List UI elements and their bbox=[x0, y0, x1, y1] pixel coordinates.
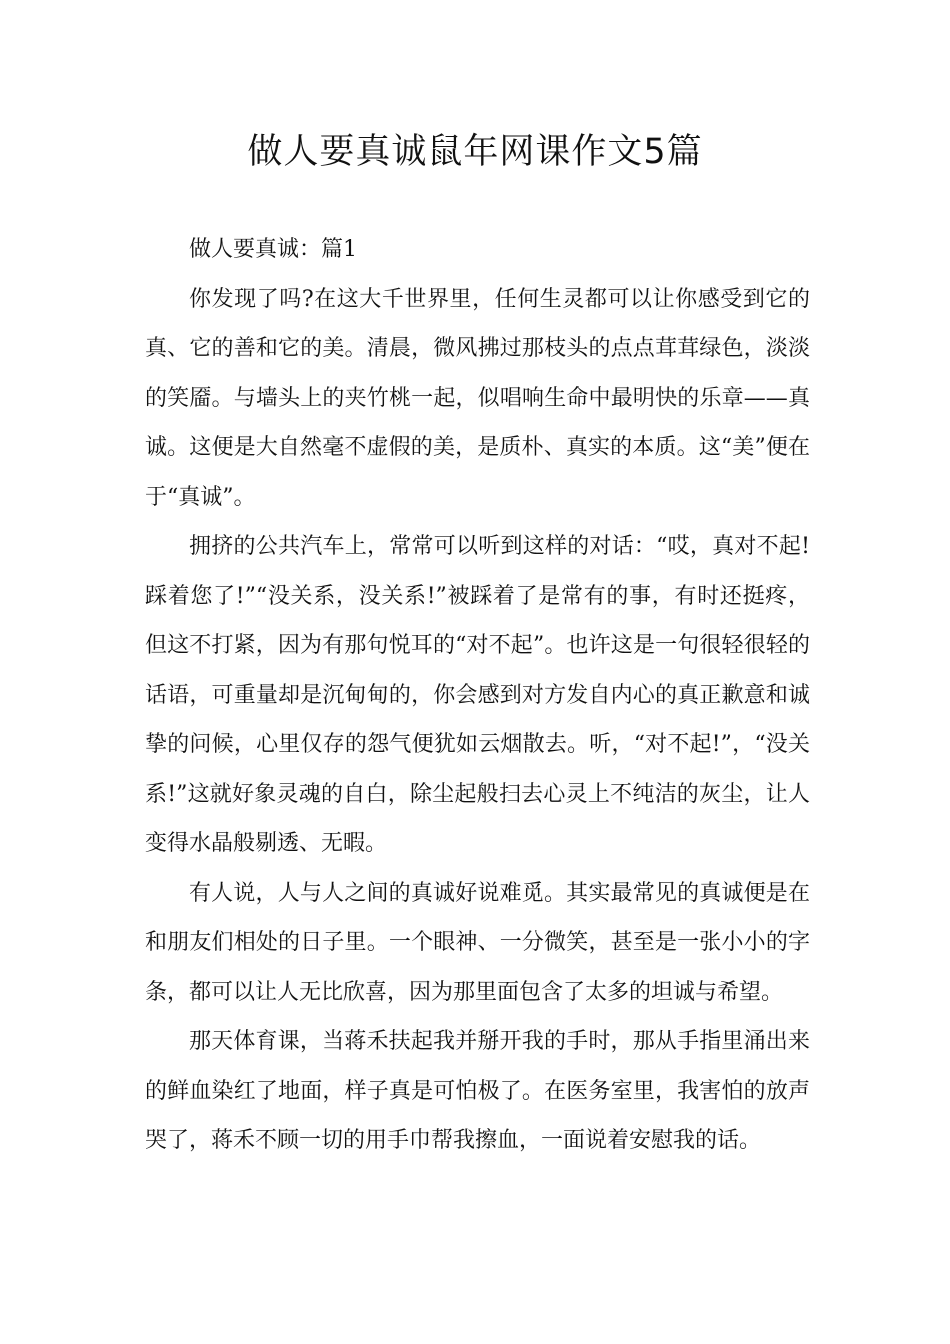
document-title: 做人要真诚鼠年网课作文5篇 bbox=[247, 132, 703, 172]
paragraph: 有人说，人与人之间的真诚好说难觅。其实最常见的真诚便是在和朋友们相处的日子里。一个眼神、一分微笑，甚至是一张小小的字条，都可以让人无比欣喜，因为那里面包含了太多的坦诚与希望。 bbox=[145, 880, 810, 1005]
document-body bbox=[145, 225, 810, 1166]
paragraph: 拥挤的公共汽车上，常常可以听到这样的对话：“哎，真对不起!踩着您了!”“没关系，没关系!”被踩着了是常有的事，有时还挺疼，但这不打紧，因为有那句悦耳的“对不起”。也许这是一句很轻很轻的话语，可重量却是沉甸甸的，你会感到对方发自内心的真正歉意和诚挚的问候，心里仅存的怨气便犹如云烟散去。听，“对不起!”，“没关系!”这就好象灵魂的自白，除尘起般扫去心灵上不纯洁的灰尘，让人变得水晶般剔透、无暇。 bbox=[145, 534, 810, 856]
paragraph: 那天体育课，当蒋禾扶起我并掰开我的手时，那从手指里涌出来的鲜血染红了地面，样子真是可怕极了。在医务室里，我害怕的放声哭了，蒋禾不顾一切的用手巾帮我擦血，一面说着安慰我的话。 bbox=[145, 1029, 810, 1153]
paragraph: 你发现了吗?在这大千世界里，任何生灵都可以让你感受到它的真、它的善和它的美。清晨，微风拂过那枝头的点点茸茸绿色，淡淡的笑靥。与墙头上的夹竹桃一起，似唱响生命中最明快的乐章——真诚。这便是大自然毫不虚假的美，是质朴、真实的本质。这“美”便在于“真诚”。 bbox=[145, 286, 810, 510]
section-heading: 做人要真诚：篇1 bbox=[189, 237, 357, 262]
